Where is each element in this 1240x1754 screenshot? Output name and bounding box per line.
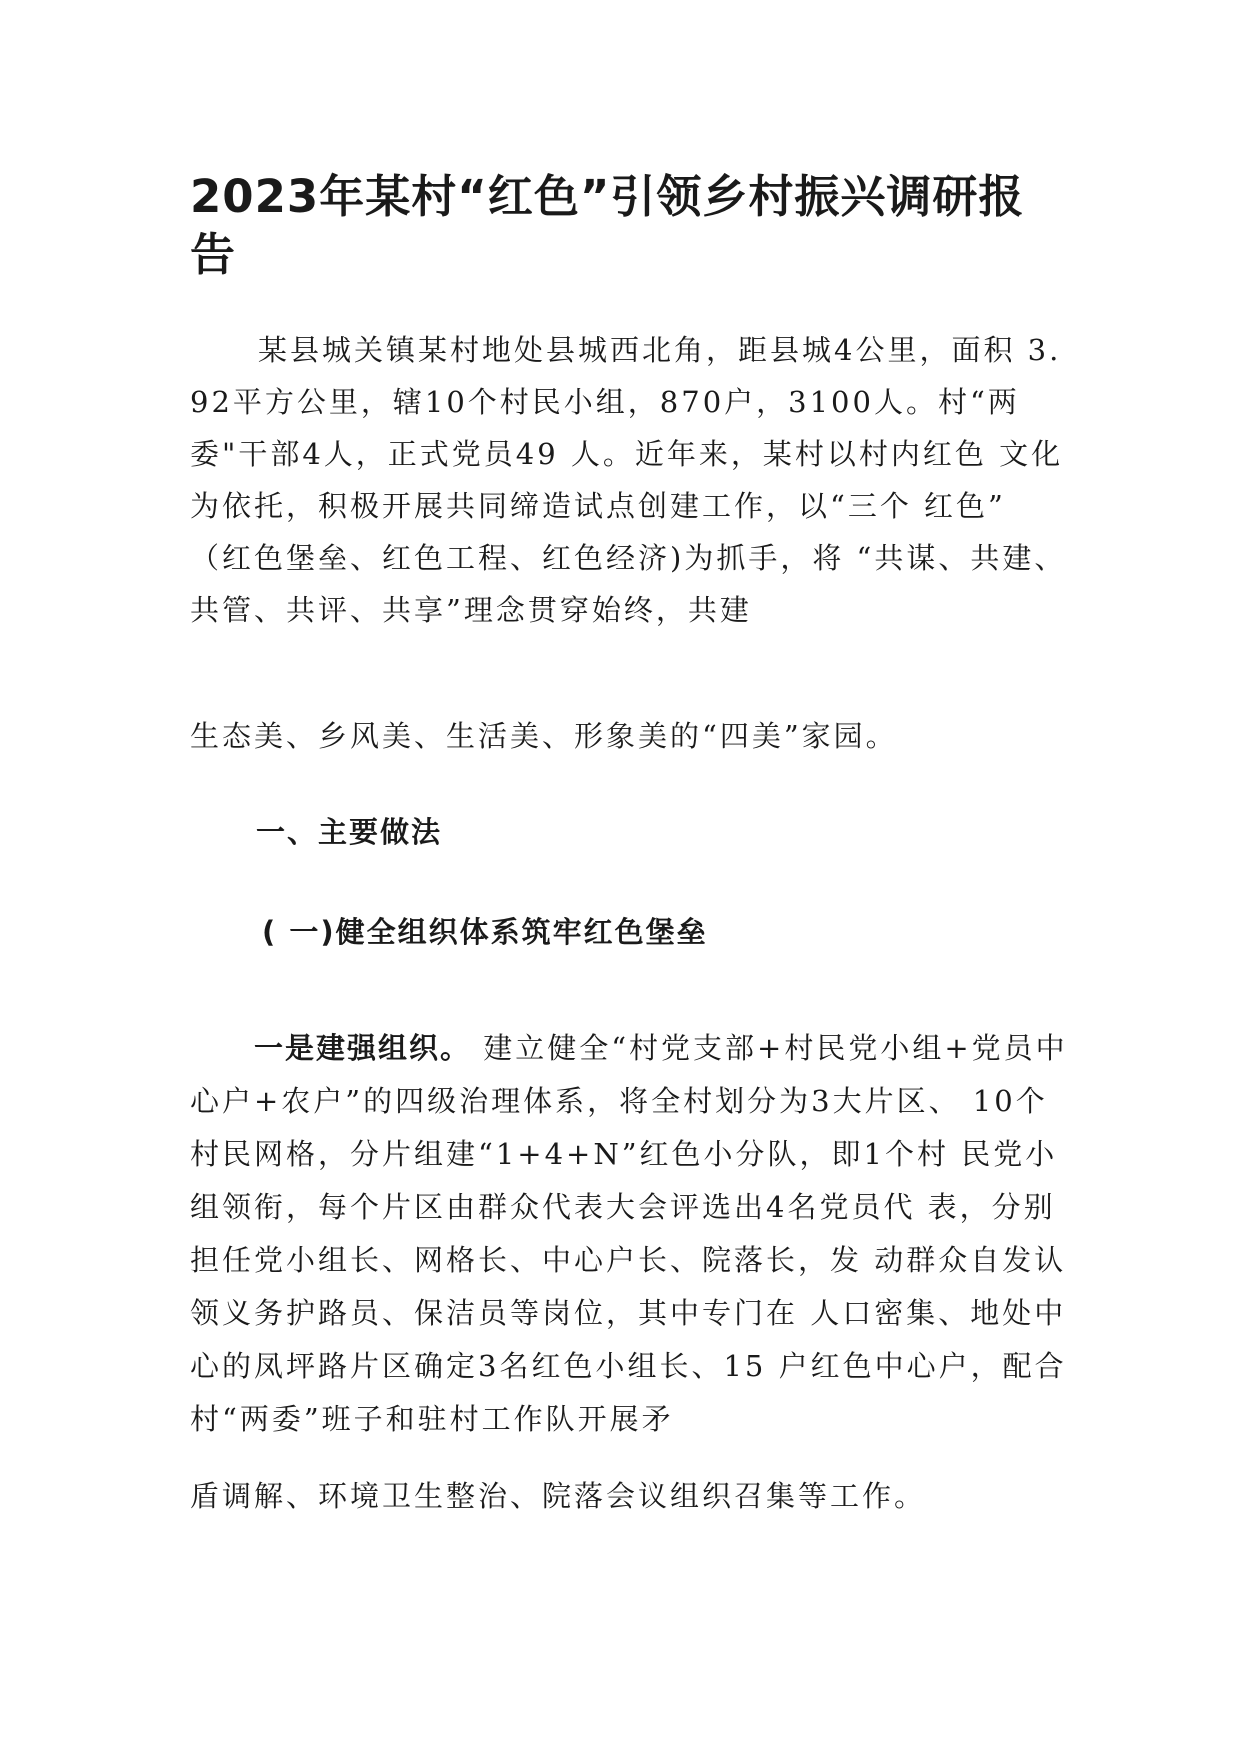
practice-body: 建立健全“村党支部+村民党小组+党员中心户+农户”的四级治理体系，将全村划分为3大片区、 10个村民网格，分片组建“1+4+N”红色小分队，即1个村 民党小组领衔，每个片区由群众代表大会评选出4名党员代 表，分别担任党小组长、网格长、中心户长、院落长，发 动群众自发认领义务护路员、保洁员等岗位，其中专门在 人口密集、地处中心的凤坪路片区确定3名红色小组长、15 户红色中心户，配合村“两委”班子和驻村工作队开展矛 xyxy=(190,1031,1068,1436)
intro-paragraph-tail: 生态美、乡风美、生活美、形象美的“四美”家园。 xyxy=(190,719,898,753)
intro-paragraph: 某县城关镇某村地处县城西北角，距县城4公里，面积 3.92平方公里，辖10个村民小组，870户，3100人。村“两 委"干部4人，正式党员49 人。近年来，某村以村内红色 文化为依托，积极开展共同缔造试点创建工作，以“三个 红色” （红色堡垒、红色工程、红色经济)为抓手，将 “共谋、共建、共管、共评、共享”理念贯穿始终，共建 xyxy=(190,333,1067,627)
subsection-heading: ( 一)健全组织体系筑牢红色堡垒 xyxy=(262,915,708,949)
section-heading: 一、主要做法 xyxy=(256,815,443,849)
practice-paragraph xyxy=(190,1022,1070,1446)
document-title: 2023年某村“红色”引领乡村振兴调研报告 xyxy=(190,170,1025,281)
practice-paragraph-tail: 盾调解、环境卫生整治、院落会议组织召集等工作。 xyxy=(190,1479,927,1513)
practice-lead: 一是建强组织。 xyxy=(254,1031,472,1065)
